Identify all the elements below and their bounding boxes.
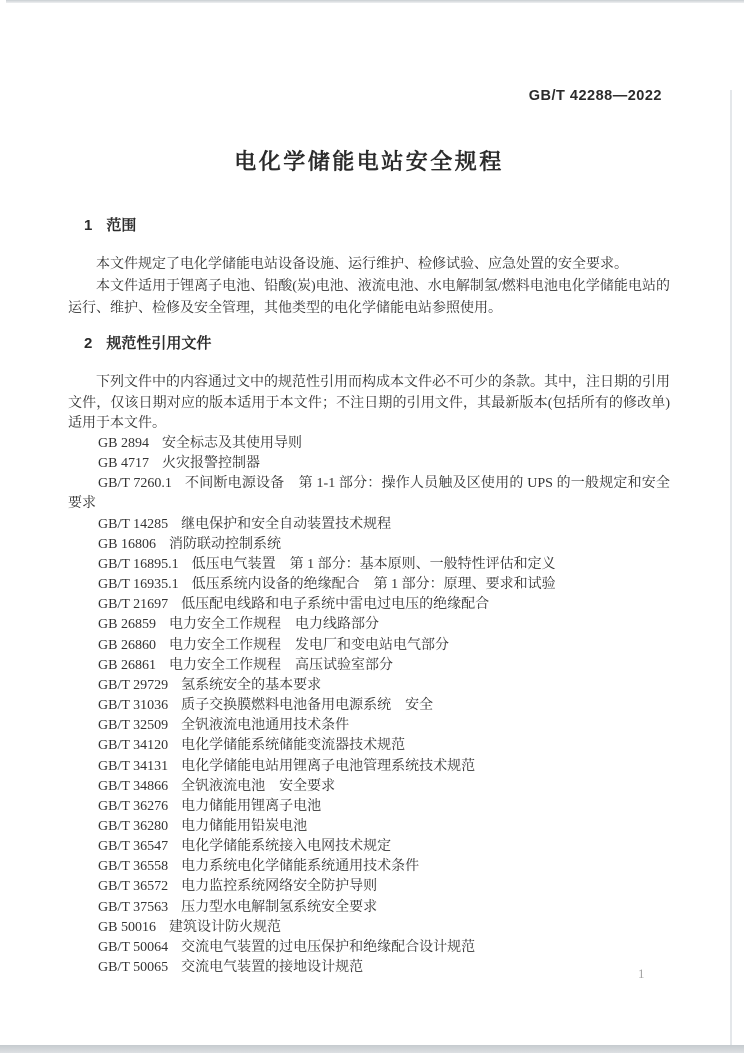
reference-title: 氢系统安全的基本要求	[181, 677, 322, 693]
reference-code: GB/T 34131	[98, 758, 169, 774]
reference-code: GB 4717	[98, 456, 149, 472]
references-intro: 下列文件中的内容通过文中的规范性引用而构成本文件必不可少的条款。其中，注日期的引用文件，仅该日期对应的版本适用于本文件；不注日期的引用文件，其最新版本(包括所有的修改单)适用于本文件。	[68, 375, 670, 432]
section-2-number: 2	[84, 335, 93, 352]
reference-title: 全钒液流电池 安全要求	[181, 778, 336, 794]
reference-item	[68, 918, 670, 938]
reference-title: 电化学储能系统储能变流器技术规范	[181, 738, 406, 754]
reference-code: GB/T 21697	[98, 597, 169, 613]
reference-code: GB 2894	[98, 436, 149, 451]
reference-title: 火灾报警控制器	[161, 456, 260, 472]
reference-item	[68, 898, 670, 918]
section-2-heading	[84, 334, 211, 354]
reference-title: 全钒液流电池通用技术条件	[181, 718, 350, 734]
reference-title: 继电保护和安全自动装置技术规程	[181, 516, 392, 532]
reference-title: 电力监控系统网络安全防护导则	[181, 879, 378, 895]
reference-title: 电力系统电化学储能系统通用技术条件	[181, 859, 420, 875]
reference-title: 低压配电线路和电子系统中雷电过电压的绝缘配合	[181, 597, 490, 613]
page-content	[68, 0, 670, 1053]
reference-item	[68, 454, 670, 474]
reference-item	[68, 615, 670, 635]
reference-code: GB 50016	[98, 919, 156, 935]
reference-item	[68, 575, 670, 595]
reference-title: 电力储能用铅炭电池	[181, 818, 308, 834]
reference-item	[68, 877, 670, 897]
reference-item	[68, 535, 670, 555]
reference-item	[68, 938, 670, 958]
reference-item	[68, 595, 670, 615]
reference-title: 低压电气装置 第 1 部分：基本原则、一般特性评估和定义	[191, 556, 556, 572]
reference-title: 电力安全工作规程 高压试验室部分	[168, 657, 393, 673]
reference-title: 消防联动控制系统	[168, 536, 281, 552]
reference-code: GB/T 34866	[98, 778, 169, 794]
reference-item	[68, 958, 670, 978]
reference-code: GB/T 36572	[98, 879, 169, 895]
document-title: 电化学储能电站安全规程	[234, 149, 504, 174]
scan-edge-right	[730, 90, 732, 1045]
reference-title: 电力储能用锂离子电池	[181, 798, 322, 814]
reference-code: GB 26859	[98, 617, 156, 633]
reference-code: GB 26860	[98, 637, 156, 653]
reference-item	[68, 857, 670, 877]
reference-title: 安全标志及其使用导则	[161, 436, 302, 451]
reference-title: 低压系统内设备的绝缘配合 第 1 部分：原理、要求和试验	[191, 577, 556, 593]
reference-title: 建筑设计防火规范	[168, 919, 281, 935]
reference-title: 电力安全工作规程 电力线路部分	[168, 617, 379, 633]
reference-code: GB 16806	[98, 536, 156, 552]
section-2-label: 规范性引用文件	[106, 335, 212, 352]
scope-paragraph-2: 本文件适用于锂离子电池、铅酸(炭)电池、液流电池、水电解制氢/燃料电池电化学储能电站的运行、维护、检修及安全管理，其他类型的电化学储能电站参照使用。	[68, 279, 670, 316]
reference-item	[68, 736, 670, 756]
page-number: 1	[638, 966, 645, 981]
reference-item	[68, 555, 670, 575]
reference-code: GB/T 14285	[98, 516, 169, 532]
reference-code: GB/T 36280	[98, 818, 169, 834]
reference-code: GB/T 36276	[98, 798, 169, 814]
reference-code: GB/T 32509	[98, 718, 169, 734]
reference-code: GB/T 37563	[98, 899, 169, 915]
reference-item	[68, 716, 670, 736]
reference-code: GB/T 16895.1	[98, 556, 179, 572]
reference-item	[68, 676, 670, 696]
reference-title: 压力型水电解制氢系统安全要求	[181, 899, 378, 915]
reference-item	[68, 474, 670, 514]
reference-item	[68, 515, 670, 535]
section-1-label: 范围	[106, 217, 137, 234]
reference-item	[68, 797, 670, 817]
reference-code: GB/T 16935.1	[98, 577, 179, 593]
standard-number: GB/T 42288—2022	[528, 88, 662, 104]
reference-title: 交流电气装置的接地设计规范	[181, 960, 364, 976]
reference-code: GB/T 31036	[98, 698, 169, 714]
reference-code: GB 26861	[98, 657, 156, 673]
reference-item	[68, 757, 670, 777]
reference-title: 电力安全工作规程 发电厂和变电站电气部分	[168, 637, 449, 653]
reference-code: GB/T 7260.1	[98, 476, 172, 492]
section-1-number: 1	[84, 217, 93, 234]
reference-code: GB/T 34120	[98, 738, 169, 754]
reference-code: GB/T 36558	[98, 859, 169, 875]
reference-title: 交流电气装置的过电压保护和绝缘配合设计规范	[181, 939, 476, 955]
reference-title: 质子交换膜燃料电池备用电源系统 安全	[181, 698, 434, 714]
reference-item	[68, 656, 670, 676]
scope-paragraph-1: 本文件规定了电化学储能电站设备设施、运行维护、检修试验、应急处置的安全要求。	[96, 257, 628, 272]
reference-item	[68, 817, 670, 837]
reference-item	[68, 777, 670, 797]
reference-item	[68, 636, 670, 656]
references-list	[68, 434, 670, 978]
reference-item	[68, 696, 670, 716]
reference-item	[68, 434, 670, 454]
reference-title: 电化学储能电站用锂离子电池管理系统技术规范	[181, 758, 476, 774]
reference-title: 不间断电源设备 第 1-1 部分：操作人员触及区使用的 UPS 的一般规定和安全要求	[68, 476, 671, 512]
reference-code: GB/T 29729	[98, 677, 169, 693]
section-1-heading	[84, 216, 136, 236]
reference-title: 电化学储能系统接入电网技术规定	[181, 839, 392, 855]
reference-code: GB/T 50065	[98, 960, 169, 976]
reference-item	[68, 837, 670, 857]
reference-code: GB/T 36547	[98, 839, 169, 855]
reference-code: GB/T 50064	[98, 939, 169, 955]
